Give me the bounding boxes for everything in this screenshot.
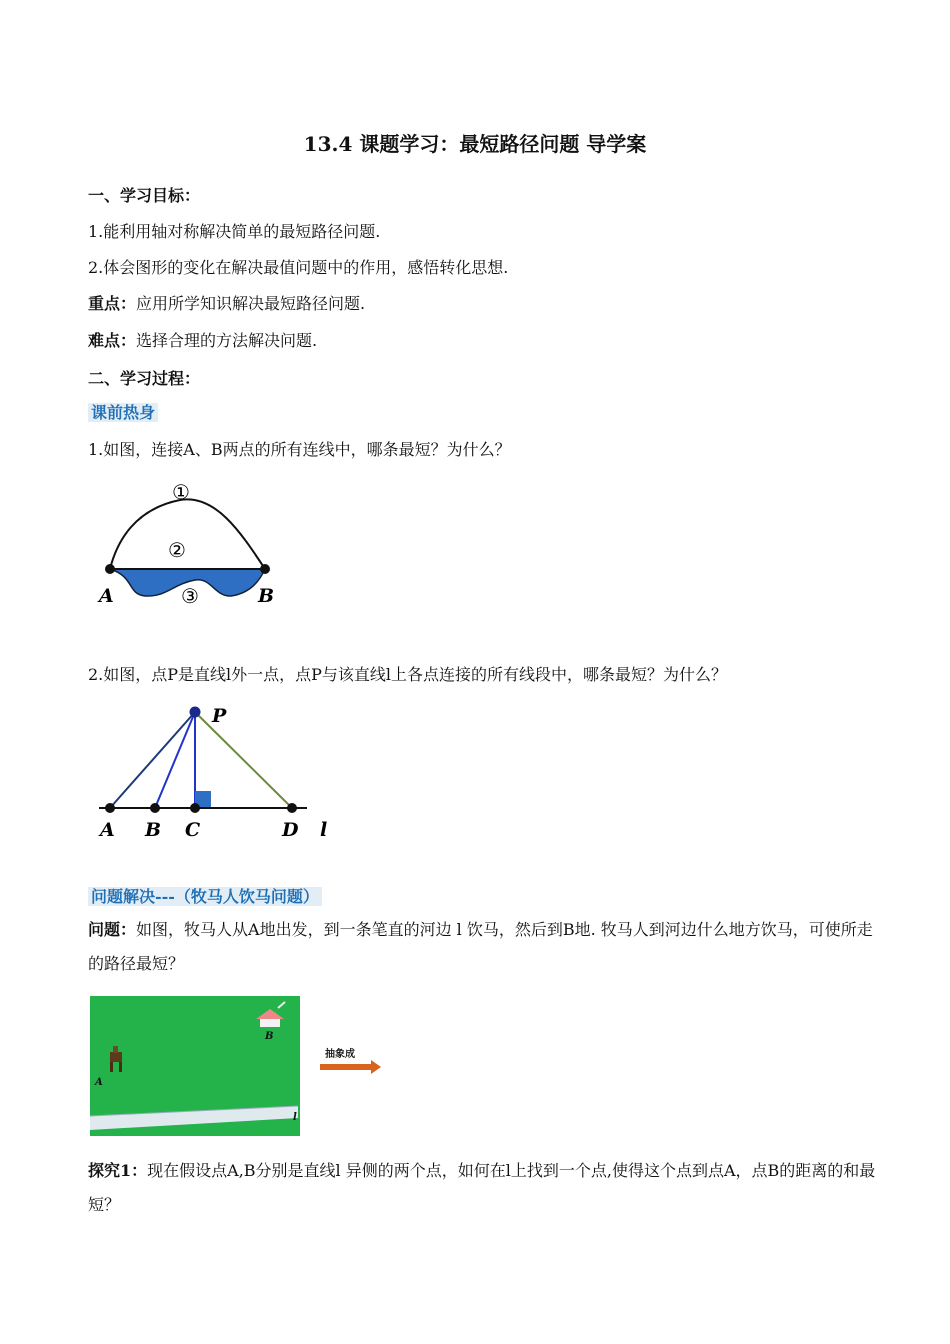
point-p: [190, 707, 201, 718]
explore-1: [88, 1154, 878, 1222]
point-b: [260, 564, 270, 574]
arrow-right-icon: [320, 1060, 381, 1074]
segment-pb: [155, 712, 195, 808]
key-text: 应用所学知识解决最短路径问题.: [136, 294, 366, 313]
explore-label: 探究1：: [88, 1161, 148, 1180]
point-b2: [150, 803, 160, 813]
label-a3: A: [95, 1077, 103, 1088]
label-d: D: [282, 819, 299, 841]
problem-statement: [88, 913, 878, 981]
path-1-curve: [110, 499, 265, 569]
explore-text: 现在假设点A,B分别是直线l 异侧的两个点，如何在l上找到一个点,使得这个点到点A，点B的距离的和最短？: [88, 1161, 876, 1214]
figure-paths-ab: [95, 476, 295, 611]
label-c: C: [185, 819, 201, 841]
point-d: [287, 803, 297, 813]
problem-heading-label: 问题解决---（牧马人饮马问题）: [88, 887, 322, 906]
problem-text: 如图，牧马人从A地出发，到一条笔直的河边 l 饮马，然后到B地. 牧马人到河边什么地方饮马，可使所走的路径最短？: [88, 920, 873, 973]
label-a: A: [99, 585, 114, 607]
segment-pa: [110, 712, 195, 808]
label-a2: A: [100, 819, 115, 841]
goal-1: 1.能利用轴对称解决简单的最短路径问题.: [88, 222, 381, 241]
label-l: l: [320, 819, 328, 841]
section-heading-process: 二、学习过程：: [88, 369, 201, 388]
figure-point-line: [95, 700, 345, 845]
label-b3: B: [265, 1031, 274, 1042]
label-b2: B: [145, 819, 162, 841]
label-p: P: [212, 705, 227, 727]
label-path-3: ③: [181, 584, 199, 608]
hard-text: 选择合理的方法解决问题.: [136, 331, 318, 350]
question-1: 1.如图，连接A、B两点的所有连线中，哪条最短？为什么？: [88, 440, 511, 459]
figure-horse-river: [88, 994, 388, 1137]
warmup-label: 课前热身: [88, 403, 158, 422]
label-l3: l: [293, 1112, 297, 1123]
warmup-heading: [88, 400, 158, 423]
label-path-2: ②: [168, 538, 186, 562]
point-c: [190, 803, 200, 813]
label-b: B: [258, 585, 275, 607]
point-a2: [105, 803, 115, 813]
goal-2: 2.体会图形的变化在解决最值问题中的作用，感悟转化思想.: [88, 258, 509, 277]
key-point: [88, 291, 365, 314]
arrow-label: 抽象成: [325, 1049, 355, 1060]
label-path-1: ①: [172, 480, 190, 504]
hard-label: 难点：: [88, 331, 137, 350]
page-title: 13.4 课题学习：最短路径问题 导学案: [303, 132, 647, 156]
point-a: [105, 564, 115, 574]
key-label: 重点：: [88, 294, 137, 313]
section-heading-goals: 一、学习目标：: [88, 186, 201, 205]
question-2: 2.如图，点P是直线l外一点，点P与该直线l上各点连接的所有线段中，哪条最短？为什么？: [88, 665, 728, 684]
problem-label: 问题：: [88, 920, 137, 939]
problem-heading: [88, 884, 322, 907]
hard-point: [88, 328, 317, 351]
